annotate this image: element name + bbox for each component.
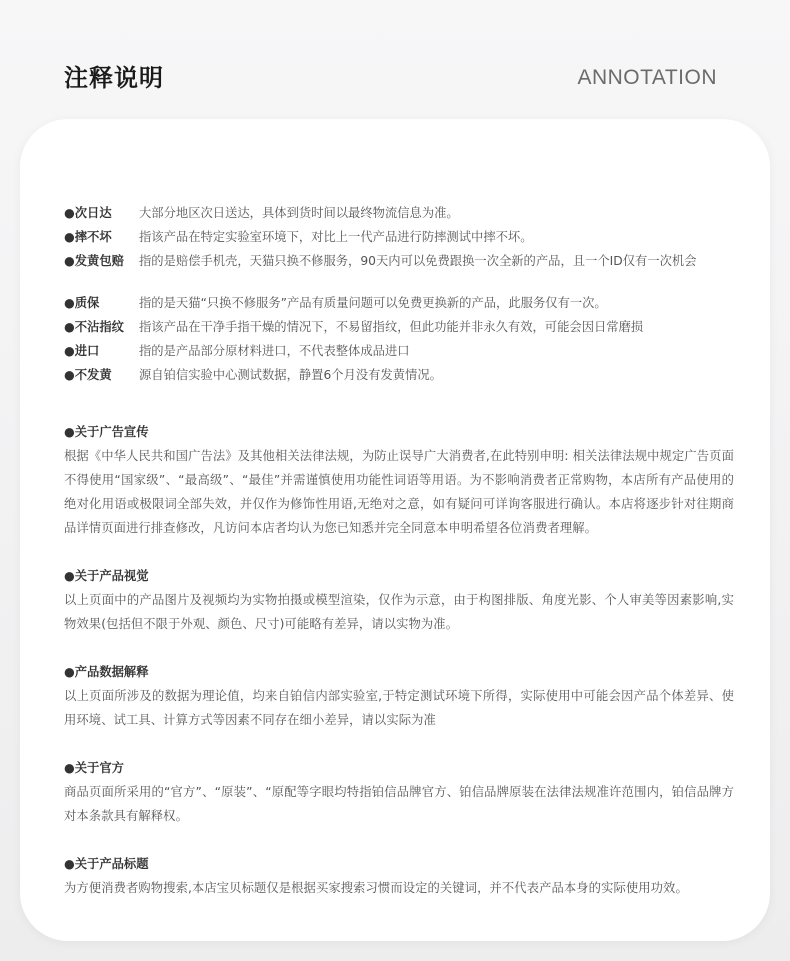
term-row	[64, 200, 734, 224]
section-visual	[64, 564, 734, 636]
section-body: 为方便消费者购物搜索,本店宝贝标题仅是根据买家搜索习惯而设定的关键词，并不代表产品本身的实际使用功效。	[64, 881, 688, 895]
annotation-content	[64, 200, 734, 924]
section-advertising	[64, 420, 734, 540]
term-name: ●不发黄	[64, 368, 112, 382]
page-subtitle: ANNOTATION	[577, 66, 717, 89]
term-desc: 源自铂信实验中心测试数据，静置6个月没有发黄情况。	[139, 368, 442, 382]
term-desc: 指的是产品部分原材料进口，不代表整体成品进口	[139, 344, 410, 358]
term-desc: 指该产品在干净手指干燥的情况下，不易留指纹，但此功能并非永久有效，可能会因日常磨损	[139, 320, 644, 334]
term-name: ●次日达	[64, 206, 112, 220]
section-title: ●关于广告宣传	[64, 425, 149, 439]
term-desc: 大部分地区次日送达，具体到货时间以最终物流信息为准。	[139, 206, 459, 220]
section-title: ●关于官方	[64, 761, 124, 775]
term-row	[64, 314, 734, 338]
term-desc: 指的是赔偿手机壳，天猫只换不修服务，90天内可以免费跟换一次全新的产品，且一个ID仅有一次机会	[139, 254, 697, 268]
term-desc: 指的是天猫“只换不修服务”产品有质量问题可以免费更换新的产品，此服务仅有一次。	[139, 296, 607, 310]
section-body: 以上页面所涉及的数据为理论值，均来自铂信内部实验室,于特定测试环境下所得，实际使用中可能会因产品个体差异、使用环境、试工具、计算方式等因素不同存在细小差异，请以实际为准	[64, 689, 734, 727]
page-title: 注释说明	[64, 64, 164, 92]
term-row	[64, 338, 734, 362]
term-name: ●进口	[64, 344, 100, 358]
term-row	[64, 362, 734, 386]
section-body: 以上页面中的产品图片及视频均为实物拍摄或模型渲染，仅作为示意，由于构图排版、角度光影、个人审美等因素影响,实物效果(包括但不限于外观、颜色、尺寸)可能略有差异，请以实物为准。	[64, 593, 734, 631]
section-data	[64, 660, 734, 732]
section-title: ●产品数据解释	[64, 665, 149, 679]
section-title: ●关于产品标题	[64, 857, 149, 871]
section-official	[64, 756, 734, 828]
disclaimer-sections	[64, 420, 734, 900]
section-body: 商品页面所采用的“官方”、“原装”、“原配等字眼均特指铂信品牌官方、铂信品牌原装在法律法规准许范围内，铂信品牌方对本条款具有解释权。	[64, 785, 734, 823]
terms-group-2	[64, 290, 734, 386]
term-desc: 指该产品在特定实验室环境下，对比上一代产品进行防摔测试中摔不坏。	[139, 230, 533, 244]
term-row	[64, 290, 734, 314]
section-title: ●关于产品视觉	[64, 569, 149, 583]
term-name: ●不沾指纹	[64, 320, 124, 334]
term-name: ●质保	[64, 296, 100, 310]
section-product-title	[64, 852, 734, 900]
term-row	[64, 224, 734, 248]
term-name: ●摔不坏	[64, 230, 112, 244]
term-row	[64, 248, 734, 272]
terms-group-1	[64, 200, 734, 272]
term-name: ●发黄包赔	[64, 254, 124, 268]
section-body: 根据《中华人民共和国广告法》及其他相关法律法规，为防止误导广大消费者,在此特别申明: 相关法律法规中规定广告页面不得使用“国家级”、“最高级”、“最佳”并需谨慎使用功能性词语等用语。为不影响消费者正常购物，本店所有产品使用的绝对化用语或极限词全部失效，并仅作为修饰性用语,无绝对之意，如有疑问可详询客服进行确认。本店将逐步针对往期商品详情页面进行排查修改，凡访问本店者均认为您已知悉并完全同意本申明希望各位消费者理解。	[64, 449, 734, 535]
